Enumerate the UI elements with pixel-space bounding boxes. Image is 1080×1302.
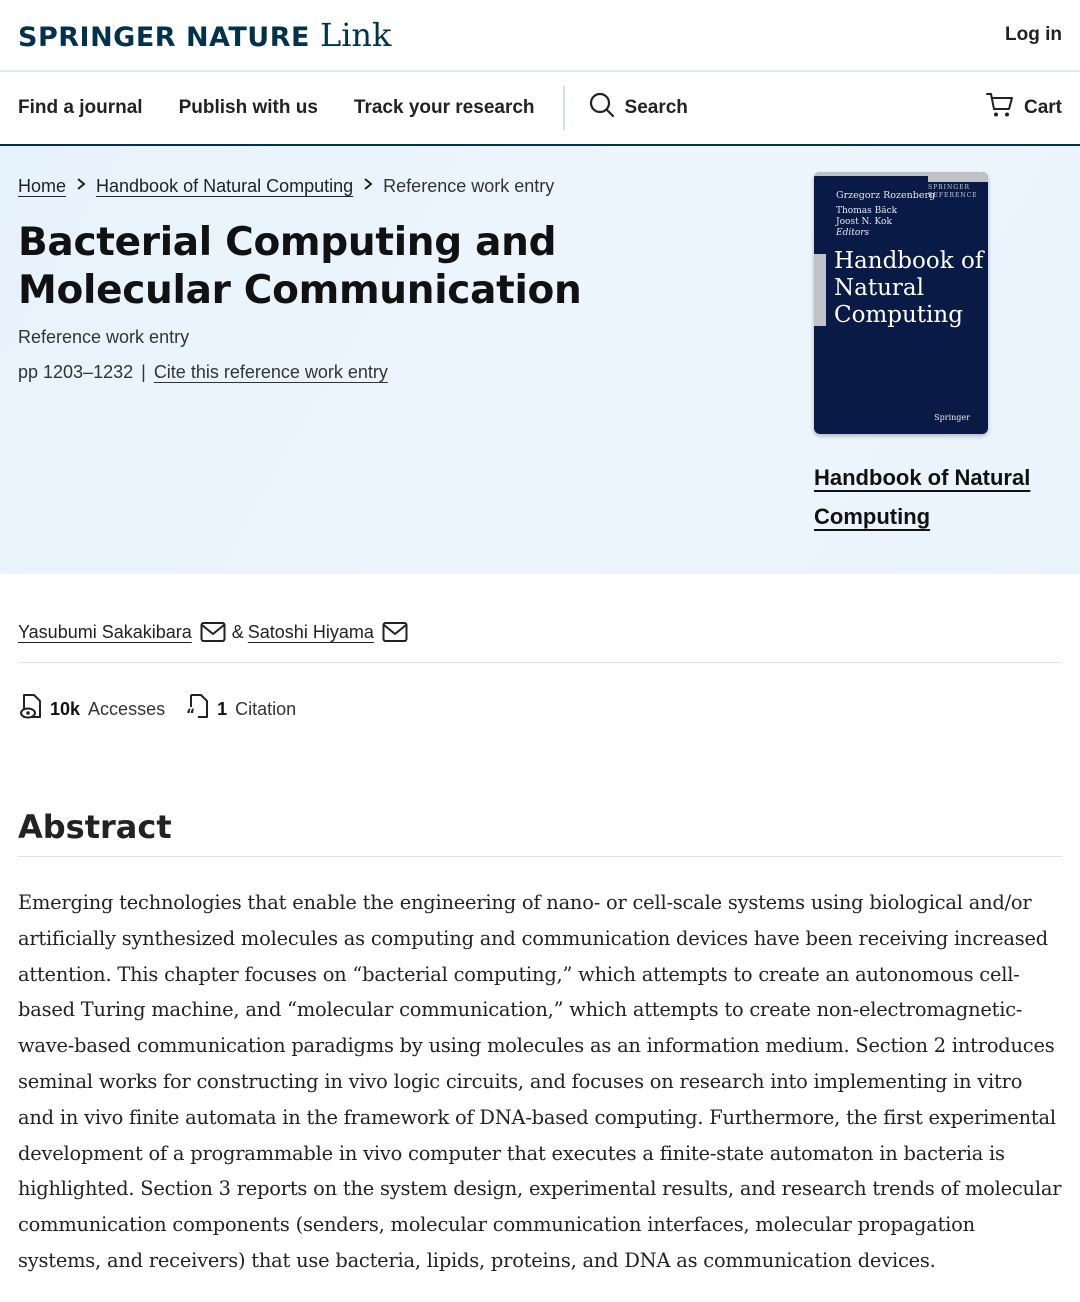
book-title-link[interactable]: Handbook of Natural Computing — [814, 465, 1031, 529]
cover-editors: Thomas Bäck Joost N. Kok Editors — [836, 206, 898, 238]
citations-label: Citation — [235, 699, 297, 719]
brand-name: SPRINGER NATURE — [18, 22, 310, 53]
search-label: Search — [624, 97, 688, 118]
cover-publisher: Springer — [934, 413, 970, 422]
cart-button[interactable] — [986, 92, 1062, 124]
citations-count: 1 — [217, 699, 228, 719]
page-range: pp 1203–1232 — [18, 362, 134, 382]
cite-link[interactable]: Cite this reference work entry — [153, 362, 388, 382]
cover-title: Handbook of Natural Computing — [834, 248, 984, 328]
accesses-label: Accesses — [88, 699, 166, 719]
cover-editor: Grzegorz Rozenberg — [836, 190, 936, 201]
page-title: Bacterial Computing and Molecular Communication — [18, 220, 582, 313]
search-icon — [589, 92, 615, 124]
site-header — [0, 0, 1080, 72]
svg-text:“: “ — [186, 707, 196, 721]
page-range-row — [18, 362, 778, 383]
email-icon[interactable] — [382, 621, 408, 643]
nav-divider — [563, 86, 565, 130]
article-metrics — [0, 663, 1080, 726]
nav-find-journal[interactable]: Find a journal — [18, 97, 143, 118]
breadcrumb-parent[interactable]: Handbook of Natural Computing — [96, 176, 354, 196]
quote-document-icon — [185, 693, 217, 726]
accesses-metric — [18, 693, 165, 726]
author-list — [0, 588, 1080, 646]
breadcrumb-current: Reference work entry — [383, 176, 555, 196]
author-link[interactable]: Yasubumi Sakakibara — [18, 621, 192, 642]
site-logo[interactable] — [18, 16, 391, 54]
chevron-right-icon — [363, 177, 373, 196]
accesses-count: 10k — [50, 699, 81, 719]
citations-metric — [185, 693, 296, 726]
brand-sub: Link — [319, 16, 392, 54]
abstract-text: Emerging technologies that enable the engineering of nano- or cell-scale systems using biological and/or artificially synthesized molecules as computing and communication devices have been receiving increased attention. This chapter focuses on “bacterial computing,” which attempts to create an autonomous cell-based Turing machine, and “molecular communication,” which attempts to create non-electromagnetic-wave-based communication paradigms by using molecules as an information medium. Section 2 introduces seminal works for constructing in vivo logic circuits, and focuses on research into implementing in vitro and in vivo finite automata in the framework of DNA-based computing. Furthermore, the first experimental development of a programmable in vivo computer that executes a finite-state automaton in bacteria is highlighted. Section 3 reports on the system design, experimental results, and research trends of molecular communication components (senders, molecular communication interfaces, molecular propagation systems, and receivers) that use bacteria, lipids, proteins, and DNA as communication devices. — [18, 891, 1062, 1272]
breadcrumb-home[interactable]: Home — [18, 176, 67, 196]
content-type: Reference work entry — [18, 327, 190, 347]
nav-publish[interactable]: Publish with us — [178, 97, 318, 118]
nav-track-research[interactable]: Track your research — [353, 97, 535, 118]
eye-document-icon — [18, 693, 50, 726]
login-link[interactable]: Log in — [1005, 24, 1062, 45]
author-separator: & — [231, 621, 244, 642]
cart-icon — [986, 92, 1014, 124]
main-nav — [0, 72, 1080, 146]
cart-label: Cart — [1023, 97, 1062, 118]
separator: | — [141, 362, 146, 382]
breadcrumb — [18, 176, 778, 197]
cover-series: SPRINGER REFERENCE — [928, 184, 978, 199]
chevron-right-icon — [76, 177, 86, 196]
book-cover[interactable] — [814, 172, 988, 434]
author-link[interactable]: Satoshi Hiyama — [247, 621, 374, 642]
email-icon[interactable] — [200, 621, 226, 643]
article-hero — [0, 146, 1080, 574]
search-button[interactable] — [589, 92, 688, 124]
abstract-heading: Abstract — [18, 808, 1062, 857]
